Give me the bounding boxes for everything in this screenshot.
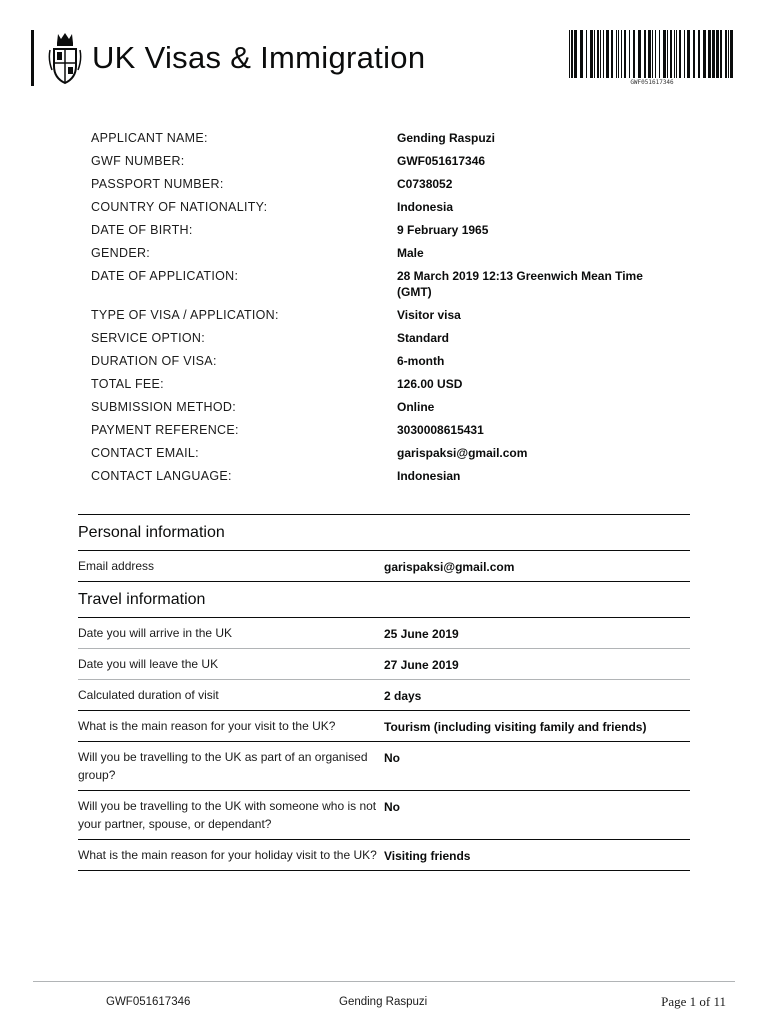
detail-label: Email address xyxy=(78,559,155,573)
barcode-icon xyxy=(567,30,737,82)
summary-value: Gending Raspuzi xyxy=(397,131,496,145)
application-summary xyxy=(91,130,691,491)
detail-label: Date you will leave the UK xyxy=(78,657,219,671)
detail-row xyxy=(78,840,690,871)
detail-label: Calculated duration of visit xyxy=(78,688,219,702)
summary-value: Standard xyxy=(397,331,450,345)
summary-row xyxy=(91,422,691,438)
summary-row xyxy=(91,376,691,392)
summary-value: Male xyxy=(397,246,424,260)
summary-label: TYPE OF VISA / APPLICATION: xyxy=(91,308,279,322)
summary-label: TOTAL FEE: xyxy=(91,377,164,391)
detail-value: 25 June 2019 xyxy=(384,627,459,641)
summary-label: APPLICANT NAME: xyxy=(91,131,208,145)
detail-value: Visiting friends xyxy=(384,849,471,863)
summary-value: garispaksi@gmail.com xyxy=(397,446,528,460)
detail-value: garispaksi@gmail.com xyxy=(384,560,515,574)
summary-label: SERVICE OPTION: xyxy=(91,331,206,345)
detail-label: What is the main reason for your holiday visit to the UK? xyxy=(78,848,377,862)
summary-value: 28 March 2019 12:13 Greenwich Mean Time (GMT) xyxy=(397,269,643,299)
summary-label: PAYMENT REFERENCE: xyxy=(91,423,239,437)
footer-divider xyxy=(33,981,735,982)
detail-row xyxy=(78,742,690,791)
summary-label: DATE OF BIRTH: xyxy=(91,223,193,237)
summary-row xyxy=(91,222,691,238)
summary-value: 3030008615431 xyxy=(397,423,484,437)
summary-row xyxy=(91,199,691,215)
summary-row xyxy=(91,153,691,169)
summary-value: 126.00 USD xyxy=(397,377,463,391)
summary-value: 6-month xyxy=(397,354,445,368)
summary-row xyxy=(91,468,691,484)
summary-label: CONTACT LANGUAGE: xyxy=(91,469,232,483)
detail-value: No xyxy=(384,800,400,814)
summary-row xyxy=(91,445,691,461)
page-number: Page 1 of 11 xyxy=(661,994,726,1009)
summary-row xyxy=(91,130,691,146)
detail-row xyxy=(78,791,690,840)
detail-label: Will you be travelling to the UK with someone who is not your partner, spouse, or dependant? xyxy=(78,799,377,831)
detail-value: 2 days xyxy=(384,689,422,703)
detail-row xyxy=(78,551,690,582)
summary-label: PASSPORT NUMBER: xyxy=(91,177,224,191)
header-rule xyxy=(31,30,34,86)
summary-value: Indonesian xyxy=(397,469,461,483)
summary-row xyxy=(91,399,691,415)
summary-label: DURATION OF VISA: xyxy=(91,354,217,368)
barcode-number: GWF051617346 xyxy=(630,79,674,86)
agency-title: UK Visas & Immigration xyxy=(92,40,426,75)
summary-label: COUNTRY OF NATIONALITY: xyxy=(91,200,268,214)
detail-label: Date you will arrive in the UK xyxy=(78,626,233,640)
section-heading-personal: Personal information xyxy=(78,514,690,551)
summary-row xyxy=(91,353,691,369)
summary-label: DATE OF APPLICATION: xyxy=(91,269,239,283)
summary-label: GENDER: xyxy=(91,246,151,260)
detail-value: Tourism (including visiting family and friends) xyxy=(384,720,647,734)
detail-value: No xyxy=(384,751,400,765)
detail-row xyxy=(78,680,690,711)
summary-value: Visitor visa xyxy=(397,308,461,322)
footer-applicant-name: Gending Raspuzi xyxy=(339,996,428,1008)
summary-value: C0738052 xyxy=(397,177,453,191)
summary-value: Online xyxy=(397,400,435,414)
section-heading-travel: Travel information xyxy=(78,582,690,618)
summary-value: 9 February 1965 xyxy=(397,223,489,237)
summary-row xyxy=(91,268,691,300)
summary-label: SUBMISSION METHOD: xyxy=(91,400,236,414)
footer-gwf-number: GWF051617346 xyxy=(106,996,191,1008)
detail-row xyxy=(78,649,690,680)
summary-label: GWF NUMBER: xyxy=(91,154,185,168)
detail-value: 27 June 2019 xyxy=(384,658,459,672)
royal-crest-icon xyxy=(48,30,82,86)
detail-label: Will you be travelling to the UK as part of an organised group? xyxy=(78,750,368,782)
detail-row xyxy=(78,618,690,649)
summary-row xyxy=(91,176,691,192)
summary-row xyxy=(91,307,691,323)
summary-value: Indonesia xyxy=(397,200,454,214)
summary-value: GWF051617346 xyxy=(397,154,486,168)
detail-label: What is the main reason for your visit to the UK? xyxy=(78,719,336,733)
summary-label: CONTACT EMAIL: xyxy=(91,446,199,460)
summary-row xyxy=(91,245,691,261)
detail-row xyxy=(78,711,690,742)
application-details xyxy=(78,514,690,871)
summary-row xyxy=(91,330,691,346)
